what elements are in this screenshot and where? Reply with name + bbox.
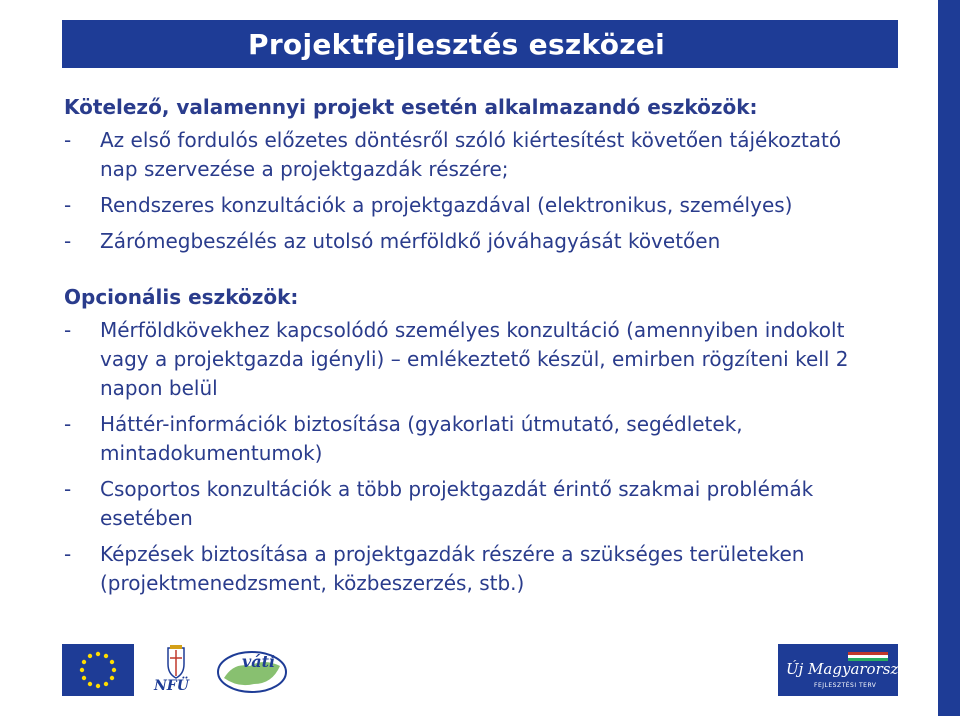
section-heading-mandatory: Kötelező, valamennyi projekt esetén alkalmazandó eszközök: [64,95,758,119]
footer-logos [62,644,917,696]
title-bar [62,20,898,68]
bullet-dash: - [64,542,72,566]
list-item [64,126,884,184]
list-item-text: Az első fordulós előzetes döntésről szóló kiértesítést követően tájékoztató nap szervezése a projektgazdák részére; [100,128,842,181]
vati-logo-text: váti [242,652,276,671]
umft-logo-subtext: FEJLESZTÉSI TERV [814,682,877,689]
nfu-logo [146,644,206,696]
list-item [64,410,884,468]
list-item-text: Mérföldkövekhez kapcsolódó személyes konzultáció (amennyiben indokolt vagy a projektgazda igényli) – emlékeztető készül, emirben rögzíteni kell 2 napon belül [100,318,849,400]
list-item [64,475,884,533]
uj-magyarorszag-logo [778,644,917,696]
bullet-dash: - [64,477,72,501]
list-item-text: Rendszeres konzultációk a projektgazdával (elektronikus, személyes) [100,193,793,217]
list-item-text: Háttér-információk biztosítása (gyakorlati útmutató, segédletek, mintadokumentumok) [100,412,743,465]
bullet-dash: - [64,193,72,217]
umft-logo-text: Új Magyarország [786,660,917,678]
bullet-dash: - [64,128,72,152]
bullet-dash: - [64,318,72,342]
vati-logo [210,644,290,696]
bullet-dash: - [64,412,72,436]
optional-list [64,316,884,598]
list-item [64,540,884,598]
slide-content [64,92,884,605]
list-item [64,191,884,220]
eu-stars-icon [62,644,134,696]
right-edge-bar [938,0,960,716]
slide-title: Projektfejlesztés eszközei [248,27,666,61]
coat-of-arms-icon [146,644,206,680]
list-item [64,227,884,256]
list-item-text: Zárómegbeszélés az utolsó mérföldkő jóváhagyását követően [100,229,721,253]
eu-flag-logo [62,644,134,696]
list-item [64,316,884,403]
bullet-dash: - [64,229,72,253]
nfu-logo-text: NFÜ [154,678,189,694]
mandatory-list [64,126,884,256]
list-item-text: Képzések biztosítása a projektgazdák részére a szükséges területeken (projektmenedzsment, közbeszerzés, stb.) [100,542,805,595]
list-item-text: Csoportos konzultációk a több projektgazdát érintő szakmai problémák esetében [100,477,814,530]
top-stripe [0,0,960,10]
section-heading-optional: Opcionális eszközök: [64,285,299,309]
